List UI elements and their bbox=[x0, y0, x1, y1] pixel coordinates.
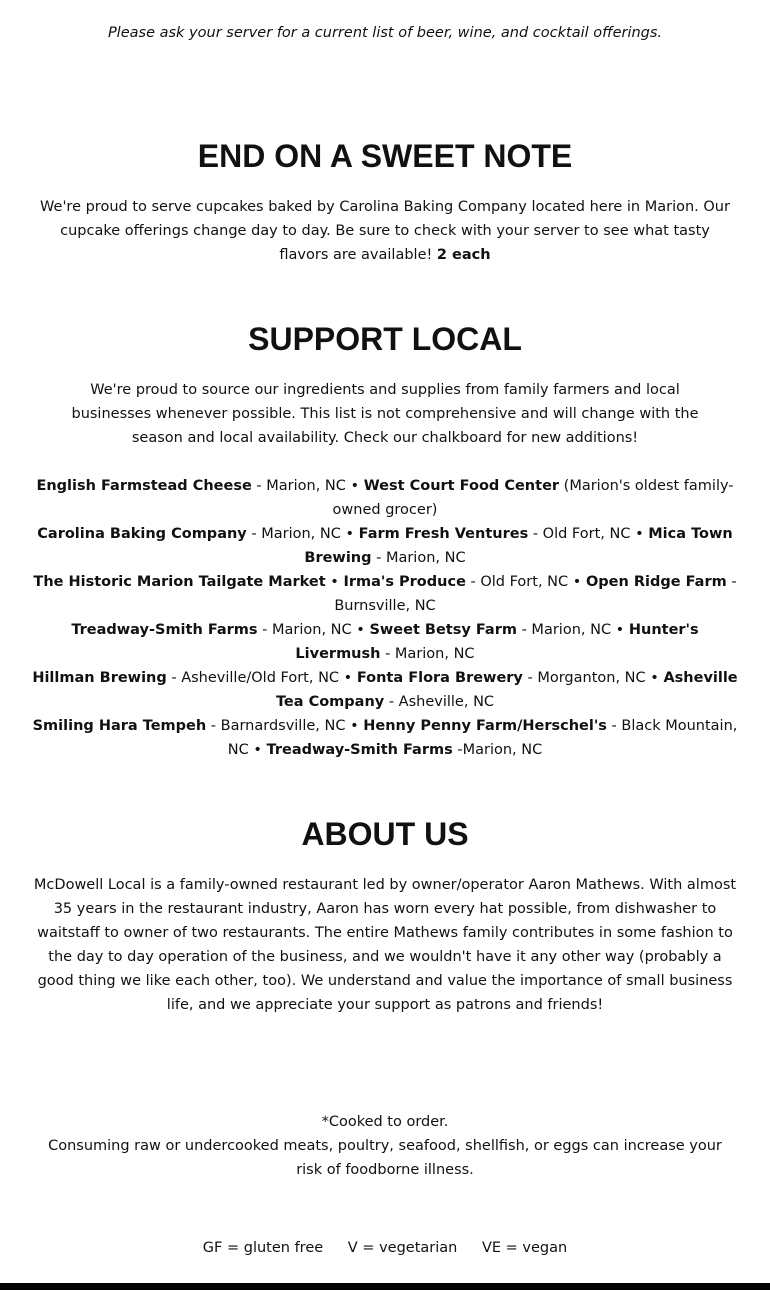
separator: • bbox=[339, 670, 357, 686]
supplier-name: Irma's Produce bbox=[343, 574, 466, 590]
supplier-line bbox=[30, 522, 740, 570]
supplier-name: Fonta Flora Brewery bbox=[356, 670, 523, 686]
supplier-detail: (Marion's oldest family-owned grocer) bbox=[332, 478, 734, 518]
supplier-name: Carolina Baking Company bbox=[37, 526, 247, 542]
supplier-detail: - Marion, NC bbox=[246, 526, 341, 542]
supplier-detail: - Marion, NC bbox=[516, 622, 612, 638]
supplier-line bbox=[30, 618, 740, 666]
separator: • bbox=[340, 526, 359, 542]
supplier-line bbox=[30, 570, 740, 618]
supplier-name: West Court Food Center bbox=[363, 478, 560, 494]
supplier-detail: - Morganton, NC bbox=[522, 670, 646, 686]
supplier-name: Treadway-Smith Farms bbox=[71, 622, 258, 638]
supplier-detail: - Asheville/Old Fort, NC bbox=[166, 670, 340, 686]
supplier-detail: - Old Fort, NC bbox=[528, 526, 631, 542]
supplier-line bbox=[30, 714, 740, 762]
supplier-detail: -Marion, NC bbox=[452, 742, 543, 758]
separator: • bbox=[325, 574, 344, 590]
supplier-name: Hillman Brewing bbox=[32, 670, 167, 686]
supplier-detail: - Marion, NC bbox=[371, 550, 466, 566]
drinks-note: Please ask your server for a current list of beer, wine, and cocktail offerings. bbox=[107, 25, 663, 41]
supplier-name: Mica Town Brewing bbox=[304, 526, 733, 566]
supplier-line bbox=[30, 666, 740, 714]
separator: • bbox=[645, 670, 664, 686]
supplier-detail: - Marion, NC bbox=[257, 622, 352, 638]
legend-vegetarian: V = vegetarian bbox=[347, 1240, 458, 1256]
supplier-name: Henny Penny Farm/Herschel's bbox=[363, 718, 607, 734]
separator: • bbox=[345, 718, 364, 734]
separator: • bbox=[351, 622, 370, 638]
supplier-name: Hunter's Livermush bbox=[295, 622, 699, 662]
foodborne-illness-warning: Consuming raw or undercooked meats, poultry, seafood, shellfish, or eggs can increase your risk of foodborne illness. bbox=[48, 1138, 722, 1178]
separator: • bbox=[630, 526, 649, 542]
sweet-price: 2 each bbox=[436, 247, 491, 263]
supplier-name: Farm Fresh Ventures bbox=[358, 526, 529, 542]
supplier-detail: - Barnardsville, NC bbox=[206, 718, 346, 734]
about-heading: ABOUT US bbox=[301, 816, 469, 852]
support-heading: SUPPORT LOCAL bbox=[248, 321, 522, 357]
supplier-line bbox=[30, 474, 740, 522]
supplier-name: The Historic Marion Tailgate Market bbox=[33, 574, 326, 590]
footer-bar bbox=[0, 1283, 770, 1290]
separator: • bbox=[345, 478, 364, 494]
sweet-text bbox=[34, 195, 736, 267]
supplier-name: Sweet Betsy Farm bbox=[369, 622, 517, 638]
supplier-name: Treadway-Smith Farms bbox=[266, 742, 453, 758]
disclaimer bbox=[36, 1110, 734, 1182]
separator: • bbox=[611, 622, 629, 638]
legend-vegan: VE = vegan bbox=[481, 1240, 568, 1256]
separator: • bbox=[248, 742, 267, 758]
supplier-detail: - Marion, NC bbox=[380, 646, 475, 662]
supplier-detail: - Marion, NC bbox=[251, 478, 346, 494]
support-intro: We're proud to source our ingredients and supplies from family farmers and local businesses whenever possible. This list is not comprehensive and will change with the season and local availability. Check our chalkboard for new additions! bbox=[71, 382, 699, 446]
legend-gluten-free: GF = gluten free bbox=[202, 1240, 324, 1256]
sweet-heading: END ON A SWEET NOTE bbox=[197, 138, 573, 174]
supplier-name: Open Ridge Farm bbox=[585, 574, 727, 590]
supplier-detail: - Black Mountain, NC bbox=[227, 718, 738, 758]
dietary-legend bbox=[0, 1236, 770, 1260]
supplier-name: Asheville Tea Company bbox=[275, 670, 738, 710]
sweet-description: We're proud to serve cupcakes baked by Carolina Baking Company located here in Marion. Our cupcake offerings change day to day. Be sure to check with your server to see what tasty flavors are available! bbox=[40, 199, 730, 263]
cooked-to-order-note: *Cooked to order. bbox=[321, 1114, 449, 1130]
supplier-detail: - Old Fort, NC bbox=[465, 574, 569, 590]
supplier-name: English Farmstead Cheese bbox=[36, 478, 252, 494]
supplier-list bbox=[30, 474, 740, 762]
supplier-name: Smiling Hara Tempeh bbox=[32, 718, 207, 734]
about-text: McDowell Local is a family-owned restaurant led by owner/operator Aaron Mathews. With almost 35 years in the restaurant industry, Aaron has worn every hat possible, from dishwasher to waitstaff to owner of two restaurants. The entire Mathews family contributes in some fashion to the day to day operation of the business, and we wouldn't have it any other way (probably a good thing we like each other, too). We understand and value the importance of small business life, and we appreciate your support as patrons and friends! bbox=[33, 877, 737, 1013]
supplier-detail: - Burnsville, NC bbox=[334, 574, 737, 614]
supplier-detail: - Asheville, NC bbox=[384, 694, 495, 710]
separator: • bbox=[568, 574, 586, 590]
